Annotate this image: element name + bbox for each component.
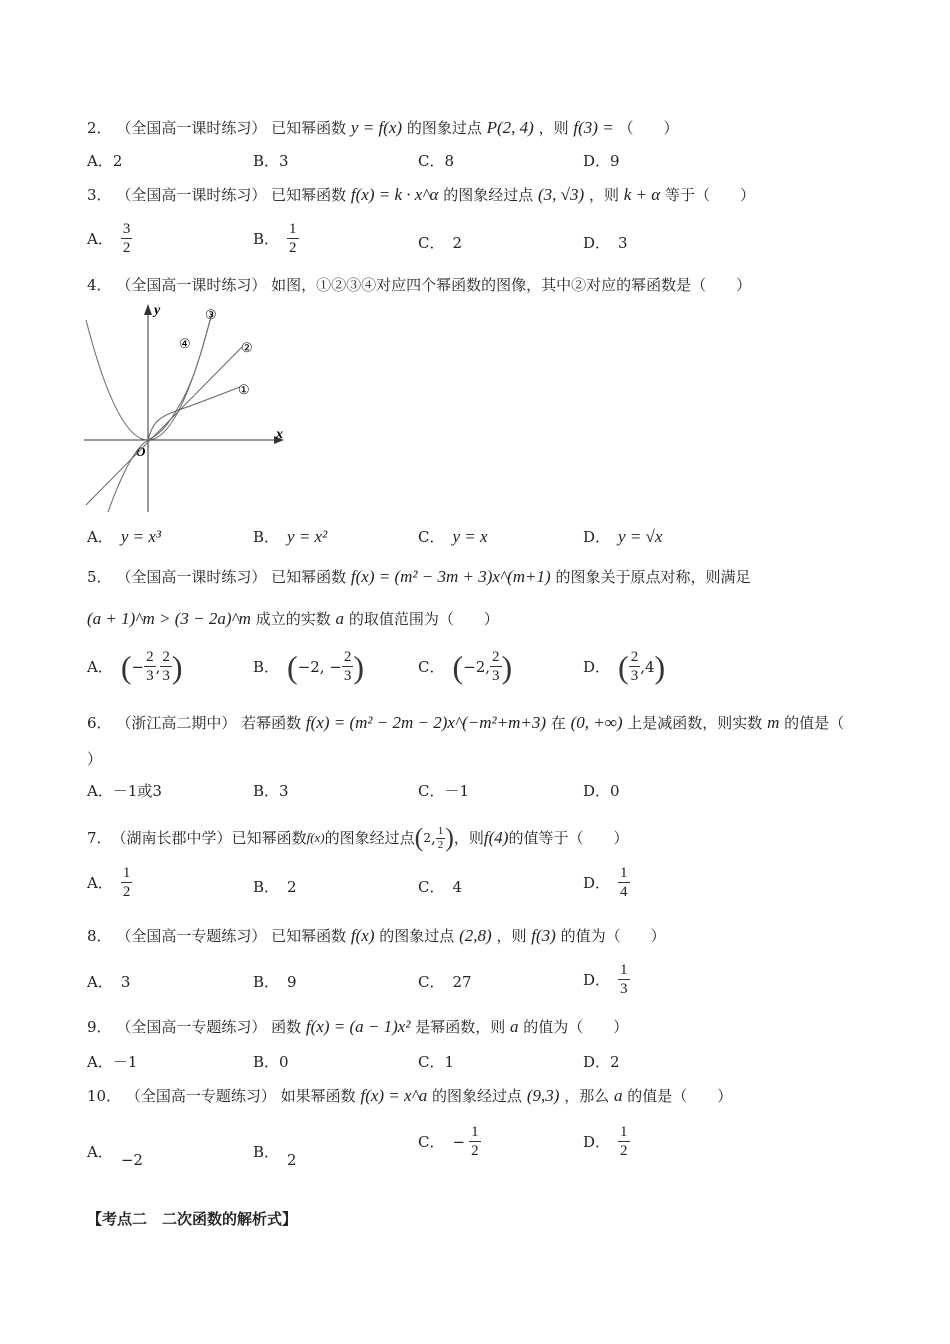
minus-sign: − [452, 1132, 466, 1151]
fraction [160, 648, 172, 685]
option-label: C． [418, 234, 445, 252]
option-value: 3 [120, 972, 131, 991]
question-text: 的图象过点 [406, 119, 482, 137]
question-4 [87, 274, 751, 296]
option-a[interactable] [87, 864, 132, 901]
math-expression: f(4) [483, 828, 509, 847]
math-expression: (2,8) [459, 926, 492, 945]
question-source: （浙江高二期中） [116, 714, 237, 732]
fraction-numerator: 2 [162, 649, 170, 665]
question-text: 的取值范围为（ ） [348, 610, 499, 628]
option-label: D． [583, 1133, 611, 1151]
fraction-numerator: 2 [492, 649, 500, 665]
question-text: （ ） [618, 119, 679, 137]
option-a[interactable] [87, 526, 161, 547]
option-c[interactable] [418, 1123, 481, 1160]
option-value: −2, − [297, 657, 342, 676]
option-label: B． [253, 878, 280, 896]
question-text: 在 [550, 714, 566, 732]
fraction-numerator: 1 [289, 221, 297, 237]
fraction-denominator: 3 [492, 668, 500, 684]
option-label: D． [583, 971, 611, 989]
option-b[interactable] [253, 220, 299, 257]
question-text: 上是减函数，则实数 [627, 714, 763, 732]
question-text: 函数 [271, 1018, 302, 1036]
close-paren-icon: ) [353, 648, 365, 685]
option-label: B． [253, 1142, 280, 1161]
curve-3 [108, 314, 212, 512]
options-row [87, 220, 787, 260]
option-c[interactable]: C．1 [418, 1053, 455, 1071]
option-a[interactable]: A．2 [87, 152, 123, 170]
question-number: 7． [87, 829, 112, 847]
curve-label-1: ① [238, 382, 250, 397]
origin-label: O [136, 444, 146, 459]
option-label: D． [583, 528, 611, 546]
option-label: C． [418, 878, 445, 896]
fraction [121, 864, 133, 901]
question-text: ，则 [453, 829, 484, 847]
section-heading: 【考点二 二次函数的解析式】 [87, 1210, 298, 1228]
question-5-line-2 [87, 608, 499, 630]
fraction [618, 1123, 630, 1160]
option-value: 2 [287, 1151, 297, 1169]
fraction-numerator: 1 [122, 865, 131, 881]
option-value: − [131, 657, 145, 676]
fraction-denominator: 2 [122, 240, 131, 256]
point-x: 2 [423, 831, 431, 845]
question-source: （全国高一课时练习） [116, 119, 267, 137]
math-expression: f(x) [350, 926, 375, 945]
option-d[interactable]: D．2 [583, 1053, 620, 1071]
option-value: 2 [452, 233, 463, 252]
fraction [342, 648, 354, 685]
option-label: B． [253, 973, 280, 991]
option-d[interactable] [583, 526, 662, 547]
option-label: C． [418, 973, 445, 991]
option-label: A． [87, 230, 113, 248]
question-number: 6． [87, 714, 112, 732]
question-10 [87, 1085, 732, 1107]
fraction [618, 961, 630, 998]
close-paren-icon: ) [445, 823, 454, 852]
option-a[interactable]: A． ( − $\frac{2}{3}$ , $\frac{2}{3}$ ) [87, 648, 183, 685]
question-text: ，则 [496, 927, 527, 945]
option-value: y = √x [618, 526, 663, 546]
option-label: A． [87, 1142, 113, 1161]
fraction [629, 648, 641, 685]
close-paren-icon: ) [501, 648, 513, 685]
math-expression: a [335, 609, 345, 628]
question-text: 如图，①②③④对应四个幂函数的图像，其中②对应的幂函数是（ ） [271, 276, 752, 294]
math-expression: (a + 1)^m > (3 − 2a)^m [87, 609, 251, 628]
math-expression: a [613, 1086, 623, 1105]
fraction-denominator: 4 [620, 884, 628, 900]
fraction-denominator: 3 [620, 981, 628, 997]
open-paren-icon: ( [414, 823, 424, 852]
question-source: （全国高一课时练习） [116, 186, 267, 204]
option-d[interactable]: D．9 [583, 152, 620, 170]
fraction-denominator: 2 [437, 838, 444, 851]
question-number: 3． [87, 186, 112, 204]
math-expression: (9,3) [526, 1086, 560, 1105]
option-c[interactable]: C．8 [418, 152, 455, 170]
fraction-numerator: 3 [122, 221, 131, 237]
math-expression: m [767, 713, 780, 732]
options-row [87, 780, 787, 820]
option-label: B． [253, 528, 280, 546]
question-text: 如果幂函数 [280, 1087, 356, 1105]
fraction-denominator: 3 [630, 668, 639, 684]
fraction-numerator: 1 [620, 1124, 628, 1140]
question-text: 的图象关于原点对称，则满足 [555, 568, 751, 586]
fraction-denominator: 2 [122, 884, 131, 900]
option-value: y = x [452, 526, 488, 546]
math-expression: y = f(x) [350, 118, 403, 137]
math-expression: P(2, 4) [486, 118, 534, 137]
fraction [144, 648, 156, 685]
option-d[interactable] [583, 864, 630, 901]
fraction [287, 220, 299, 257]
question-text: ，则 [588, 186, 619, 204]
fraction-numerator: 2 [146, 649, 154, 665]
question-6-line-2 [87, 748, 102, 770]
question-source: （全国高一课时练习） [116, 568, 267, 586]
options-row [87, 961, 787, 1001]
option-label: D． [583, 658, 611, 676]
question-text: 是幂函数，则 [415, 1018, 506, 1036]
fraction-numerator: 1 [620, 865, 628, 881]
x-axis-label: x [276, 427, 283, 442]
option-value: −2 [120, 1151, 143, 1169]
option-label: A． [87, 658, 113, 676]
option-value: ,4 [640, 657, 655, 676]
question-text: 的值是（ [784, 714, 845, 732]
question-number: 8． [87, 927, 112, 945]
question-number: 4． [87, 276, 112, 294]
question-text: ，则 [538, 119, 569, 137]
math-expression: f(x) = x^a [360, 1086, 428, 1105]
question-text: 的图象过点 [379, 927, 455, 945]
option-d[interactable] [583, 232, 628, 253]
curve-label-4: ④ [179, 336, 191, 351]
close-paren-icon: ) [654, 648, 666, 685]
option-value: y = x³ [120, 526, 162, 546]
option-d[interactable] [583, 961, 630, 998]
question-9 [87, 1016, 628, 1038]
option-label: C． [418, 658, 445, 676]
question-source: （湖南长郡中学） [111, 829, 232, 847]
option-d[interactable]: D．0 [583, 782, 620, 800]
open-paren-icon: ( [120, 648, 132, 685]
question-source: （全国高一课时练习） [116, 276, 267, 294]
fraction-denominator: 2 [289, 240, 297, 256]
curve-label-2: ② [241, 340, 253, 355]
option-value: 3 [618, 233, 628, 252]
question-6 [87, 712, 844, 734]
question-text: ） [87, 750, 103, 768]
question-text: 的图象经过点 [324, 829, 415, 847]
question-number: 2． [87, 119, 112, 137]
math-expression: k + α [623, 185, 661, 204]
fraction-numerator: 1 [437, 824, 444, 837]
option-b[interactable]: B．3 [253, 152, 289, 170]
fraction-denominator: 2 [620, 1143, 628, 1159]
option-value: 27 [452, 972, 472, 991]
option-d[interactable] [583, 648, 665, 685]
option-value: y = x² [287, 526, 328, 546]
option-b[interactable]: B．0 [253, 1053, 289, 1071]
curve-2 [86, 347, 242, 505]
option-c[interactable] [418, 876, 462, 897]
option-d[interactable] [583, 1123, 630, 1160]
fraction [490, 648, 502, 685]
option-b[interactable] [253, 526, 327, 547]
question-7: 7． （湖南长郡中学） 已知幂函数 f(x) 的图象经过点 ( 2 , $\frac{1}{2}$ ) ，则 f(4) 的值等于（ ） [87, 823, 629, 852]
question-text: 已知幂函数 [231, 829, 307, 847]
question-text: 的值是（ ） [627, 1087, 733, 1105]
question-text: 已知幂函数 [271, 927, 347, 945]
fraction-numerator: 1 [471, 1124, 479, 1140]
question-text: 已知幂函数 [271, 119, 347, 137]
option-a[interactable]: A．－1 [87, 1053, 138, 1071]
question-text: 的值等于（ ） [508, 829, 629, 847]
fraction-numerator: 1 [620, 962, 628, 978]
question-number: 5． [87, 568, 112, 586]
question-5 [87, 566, 751, 588]
open-paren-icon: ( [452, 648, 464, 685]
option-label: A． [87, 874, 113, 892]
question-text: 的值为（ ） [523, 1018, 629, 1036]
option-b[interactable] [253, 648, 364, 685]
option-value: 9 [287, 972, 297, 991]
option-value: 2 [287, 877, 297, 896]
options-row [87, 864, 787, 904]
question-text: 已知幂函数 [271, 186, 347, 204]
option-label: D． [583, 874, 611, 892]
fraction-denominator: 3 [162, 668, 170, 684]
question-number: 9． [87, 1018, 112, 1036]
question-source: （全国高一专题练习） [116, 927, 267, 945]
question-text: 的图象经过点 [432, 1087, 523, 1105]
option-label: A． [87, 973, 113, 991]
option-b[interactable] [253, 971, 297, 992]
option-c[interactable] [418, 971, 472, 992]
option-a[interactable] [87, 971, 130, 992]
question-text: 的图象经过点 [443, 186, 534, 204]
y-axis-arrow-icon [144, 304, 152, 315]
fraction [618, 864, 630, 901]
option-b[interactable] [253, 1133, 297, 1169]
fraction [436, 825, 446, 852]
fraction-denominator: 3 [146, 668, 154, 684]
fraction-numerator: 2 [630, 649, 639, 665]
math-expression: f(x) [306, 830, 325, 845]
y-axis-label: y [154, 303, 161, 318]
option-b[interactable]: B．3 [253, 782, 289, 800]
open-paren-icon: ( [618, 648, 629, 685]
question-number: 10． [87, 1087, 122, 1105]
option-c[interactable]: C．－1 [418, 782, 470, 800]
math-expression: f(x) = k · x^α [350, 185, 439, 204]
question-text: 已知幂函数 [271, 568, 347, 586]
question-text: ，那么 [564, 1087, 610, 1105]
fraction [121, 220, 133, 257]
option-a[interactable] [87, 1133, 143, 1169]
fraction-denominator: 2 [471, 1143, 479, 1159]
option-a[interactable]: A．－1或3 [87, 782, 162, 800]
fraction-denominator: 3 [343, 668, 352, 684]
question-text: 等于（ ） [664, 186, 755, 204]
math-expression: f(x) = (m² − 3m + 3)x^(m+1) [350, 567, 551, 586]
math-expression: f(x) = (a − 1)x² [305, 1017, 411, 1036]
close-paren-icon: ) [171, 648, 183, 685]
curve-label-3: ③ [205, 307, 217, 322]
option-label: B． [253, 230, 280, 248]
math-expression: (0, +∞) [570, 713, 623, 732]
options-row [87, 526, 787, 566]
question-source: （全国高一专题练习） [125, 1087, 276, 1105]
option-a[interactable] [87, 220, 132, 257]
question-source: （全国高一专题练习） [116, 1018, 267, 1036]
math-expression: f(3) = [573, 118, 614, 137]
question-text: 的值为（ ） [560, 927, 666, 945]
open-paren-icon: ( [287, 648, 298, 685]
question-3 [87, 184, 755, 206]
option-value: 4 [452, 877, 463, 896]
fraction [469, 1123, 481, 1160]
option-value: −2, [463, 657, 491, 676]
question-8 [87, 925, 666, 947]
option-label: A． [87, 528, 113, 546]
question-text: 若幂函数 [241, 714, 302, 732]
option-label: D． [583, 234, 611, 252]
option-c[interactable] [418, 526, 488, 547]
option-label: B． [253, 658, 280, 676]
option-label: C． [418, 528, 445, 546]
math-expression: (3, √3) [538, 185, 585, 204]
options-row [87, 1123, 787, 1169]
options-row [87, 648, 787, 688]
math-expression: f(3) [531, 926, 556, 945]
option-c[interactable] [418, 648, 512, 685]
option-label: C． [418, 1133, 445, 1151]
power-function-graph [84, 300, 294, 515]
question-2 [87, 117, 678, 139]
option-c[interactable] [418, 232, 462, 253]
math-expression: a [510, 1017, 519, 1036]
fraction-numerator: 2 [343, 649, 352, 665]
question-text: 成立的实数 [255, 610, 331, 628]
option-b[interactable] [253, 876, 297, 897]
math-expression: f(x) = (m² − 2m − 2)x^(−m²+m+3) [305, 713, 547, 732]
